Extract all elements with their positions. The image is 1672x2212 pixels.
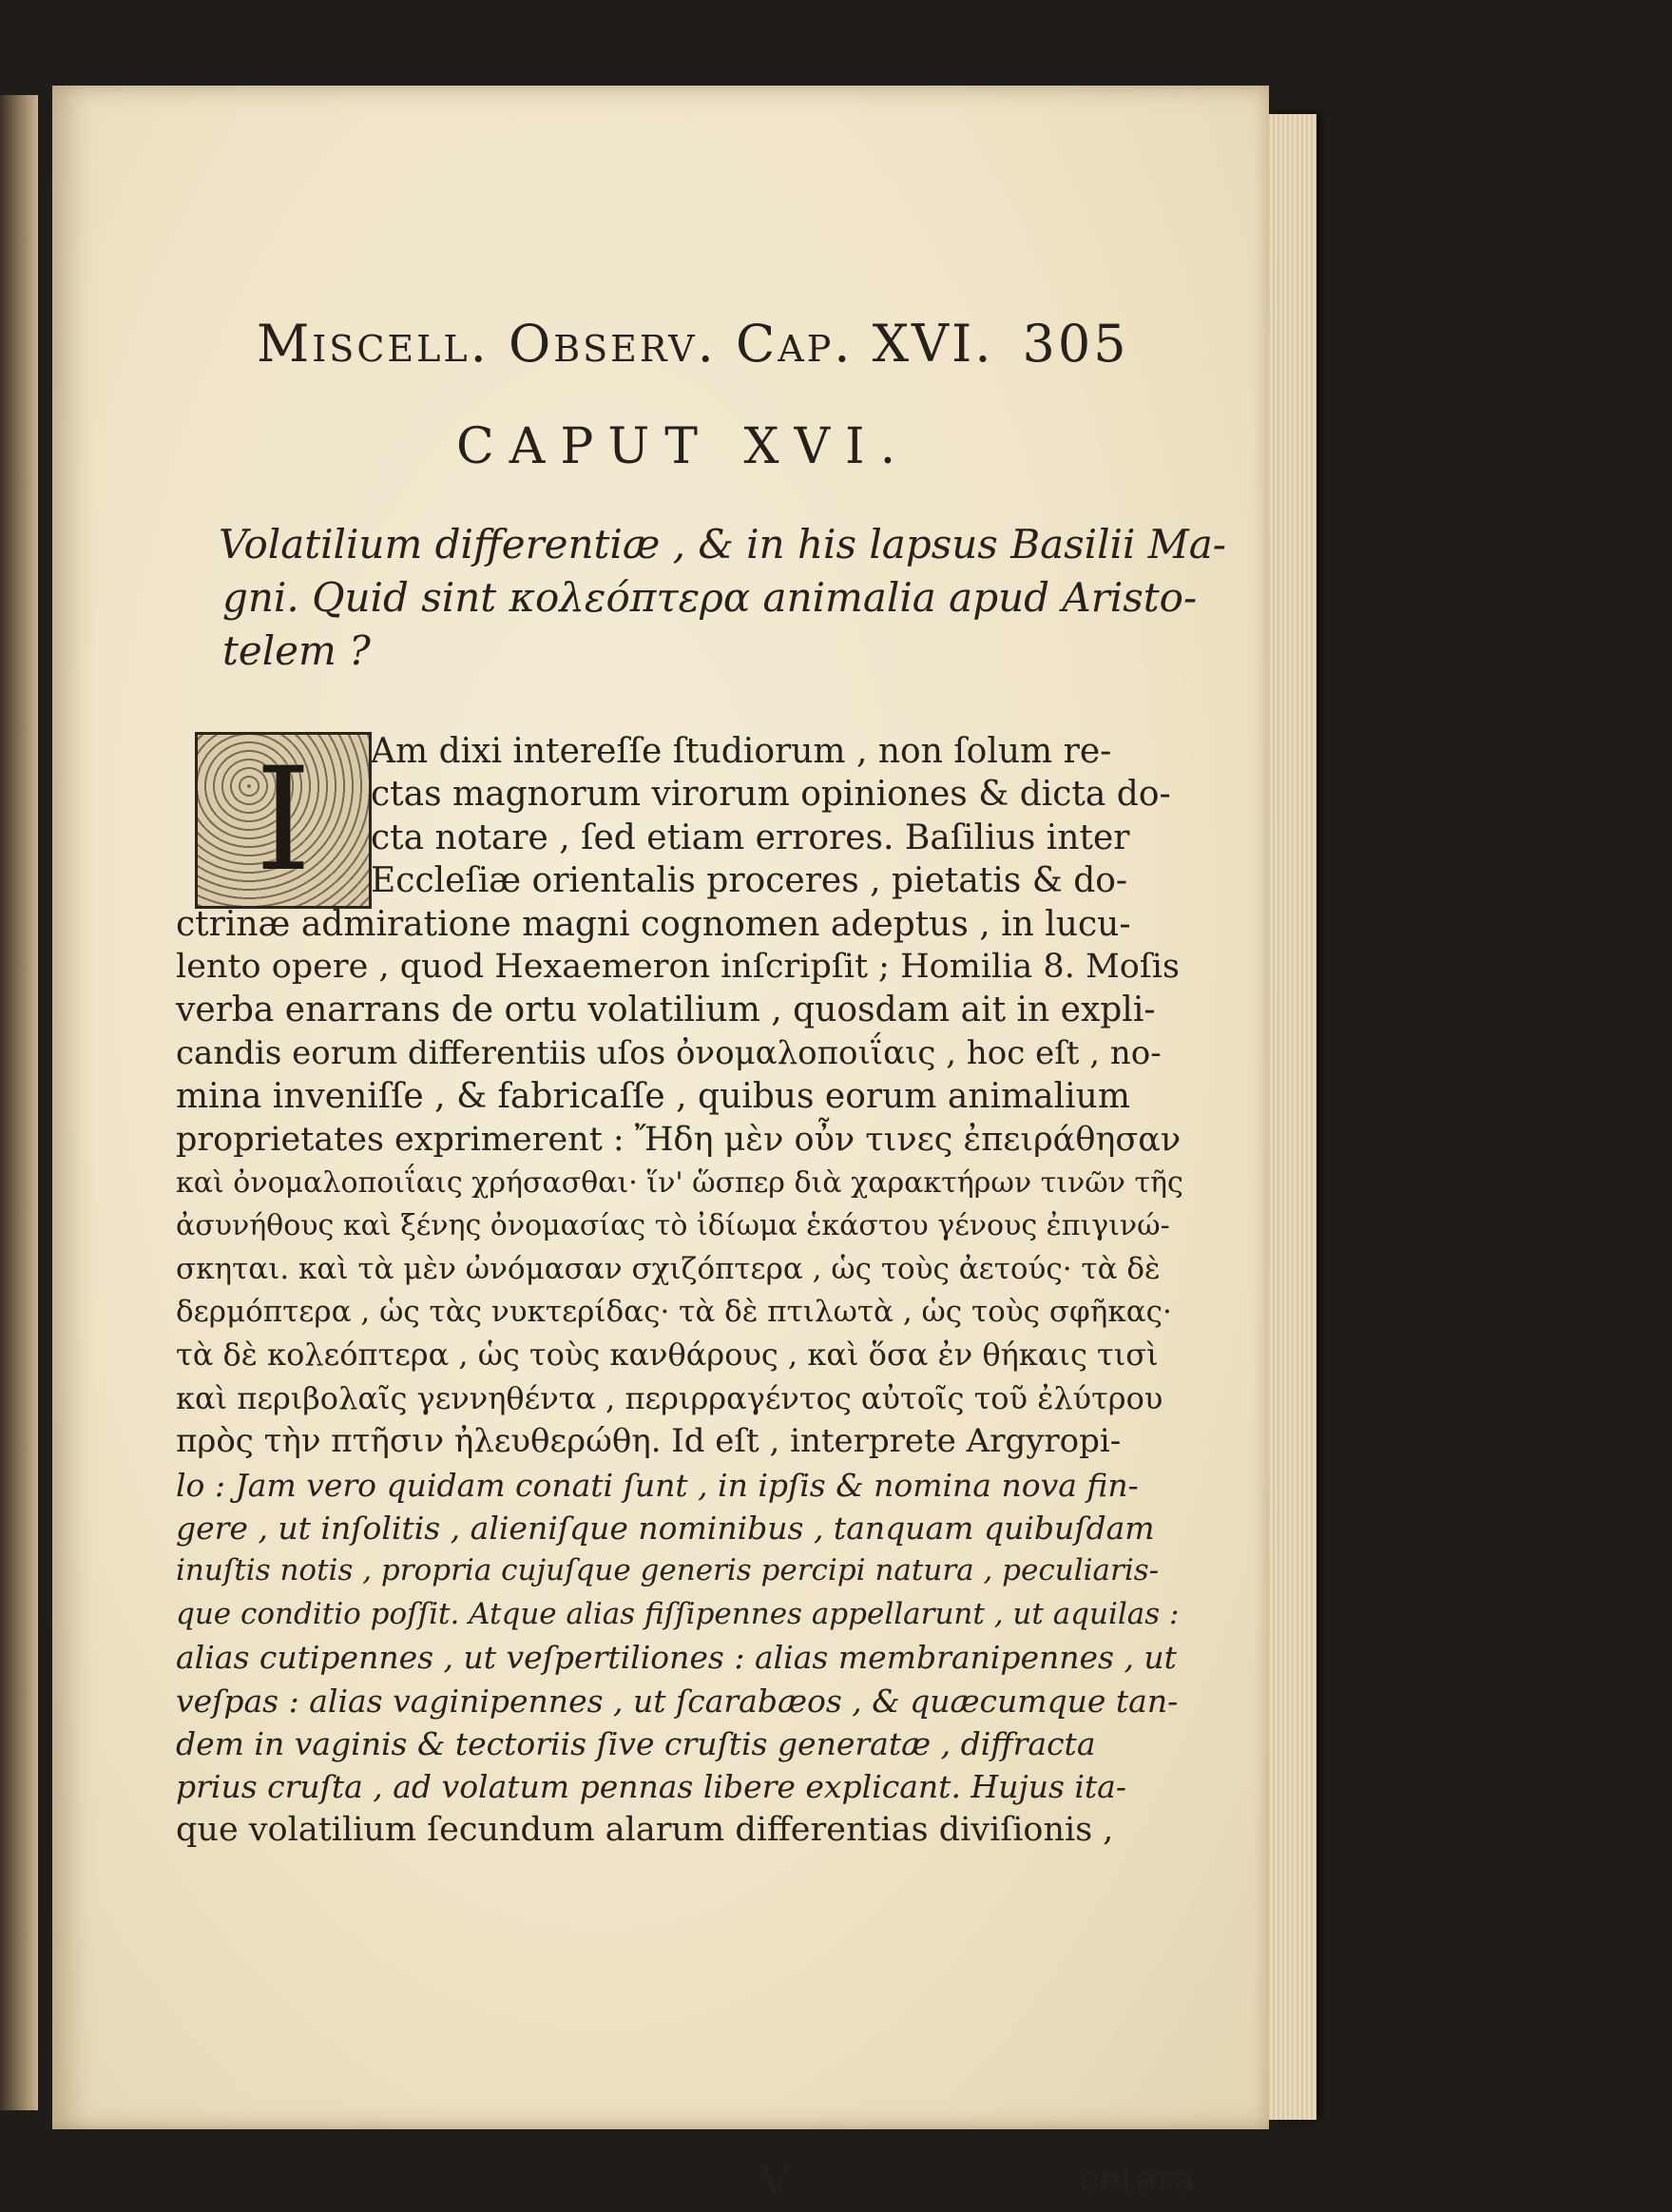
greek-text-line: καὶ περιβολαῖς γεννηθέντα , περιρραγέντος αὐτοῖς τοῦ ἐλύτρου	[176, 1379, 1163, 1416]
catchword: cetera	[1079, 2158, 1196, 2200]
drop-cap-letter: I	[255, 738, 312, 903]
book-page	[52, 86, 1269, 2204]
page-number: 305	[1022, 314, 1129, 374]
text-line: ctas magnorum virorum opiniones & dicta do-	[371, 775, 1171, 815]
running-head	[257, 314, 1129, 374]
signature-mark: V	[760, 2158, 790, 2204]
text-line: que conditio poſſit. Atque alias fiſſipennes appellarunt , ut aquilas :	[176, 1596, 1180, 1631]
greek-text-line: καὶ ὀνομαλοποιΐαις χρήσασθαι· ἵν' ὥσπερ διὰ χαρακτήρων τινῶν τῆς	[176, 1165, 1183, 1200]
greek-text-line: ἀσυνήθους καὶ ξένης ὀνομασίας τὸ ἰδίωμα ἑκάστου γένους ἐπιγινώ-	[176, 1209, 1170, 1243]
text-line: alias cutipennes , ut veſpertiliones : alias membranipennes , ut	[176, 1639, 1177, 1677]
text-line: lo : Jam vero quidam conati ſunt , in ipſis & nomina nova fin-	[176, 1466, 1139, 1504]
text-line: candis eorum differentiis uſos ὀνομαλοποιΐαις , hoc eſt , no-	[176, 1033, 1162, 1072]
greek-text-line: τὰ δὲ κολεόπτερα , ὡς τοὺς κανθάρους , καὶ ὅσα ἐν θήκαις τισὶ	[176, 1337, 1159, 1374]
text-line: ctrinæ admiratione magni cognomen adeptus , in lucu-	[176, 904, 1131, 944]
chapter-summary	[219, 518, 1226, 678]
greek-text-line: δερμόπτερα , ὡς τὰς νυκτερίδας· τὰ δὲ πτιλωτὰ , ὡς τοὺς σφῆκας·	[176, 1295, 1172, 1330]
text-line: cta notare , ſed etiam errores. Baſilius inter	[371, 817, 1130, 857]
running-head-title: Miscell. Observ. Cap. XVI.	[257, 314, 994, 374]
text-line: Eccleſiæ orientalis proceres , pietatis & do-	[371, 861, 1128, 901]
greek-text-line: σκηται. καὶ τὰ μὲν ὠνόμασαν σχιζόπτερα , ὡς τοὺς ἀετούς· τὰ δὲ	[176, 1251, 1161, 1286]
text-line: que volatilium ſecundum alarum differentias diviſionis ,	[176, 1810, 1114, 1849]
text-line: lento opere , quod Hexaemeron inſcripſit ; Homilia 8. Moſis	[176, 947, 1180, 986]
text-line: proprietates exprimerent : Ἤδη μὲν οὖν τινες ἐπειράθησαν	[176, 1120, 1182, 1159]
chapter-heading: CAPUT XVI.	[456, 418, 912, 475]
page-edges	[1269, 114, 1316, 2120]
book-left-edge	[0, 95, 38, 2110]
text-line: dem in vaginis & tectoriis ſive cruſtis generatæ , diffracta	[176, 1724, 1096, 1762]
text-line: Am dixi intereſſe ſtudiorum , non ſolum re-	[371, 732, 1112, 771]
text-line: inuſtis notis , propria cujuſque generis percipi natura , peculiaris-	[176, 1553, 1160, 1588]
summary-line: gni. Quid sint κολεόπτερα animalia apud Aristo-	[222, 574, 1198, 621]
text-line: πρὸς τὴν πτῆσιν ἠλευθερώθη. Id eſt , interprete Argyropi-	[176, 1422, 1122, 1461]
summary-line: telem ?	[222, 627, 371, 674]
text-line: prius cruſta , ad volatum pennas libere explicant. Hujus ita-	[176, 1768, 1127, 1806]
body-text	[176, 730, 1183, 1852]
text-line: mina inveniſſe , & fabricaſſe , quibus eorum animalium	[176, 1077, 1130, 1117]
text-line: gere , ut inſolitis , alieniſque nominibus , tanquam quibuſdam	[176, 1510, 1155, 1548]
text-line: veſpas : alias vaginipennes , ut ſcarabæos , & quæcumque tan-	[176, 1682, 1179, 1720]
text-line: verba enarrans de ortu volatilium , quosdam ait in expli-	[176, 991, 1156, 1030]
summary-line: Volatilium differentiæ , & in his lapsus Basilii Ma-	[219, 521, 1226, 567]
